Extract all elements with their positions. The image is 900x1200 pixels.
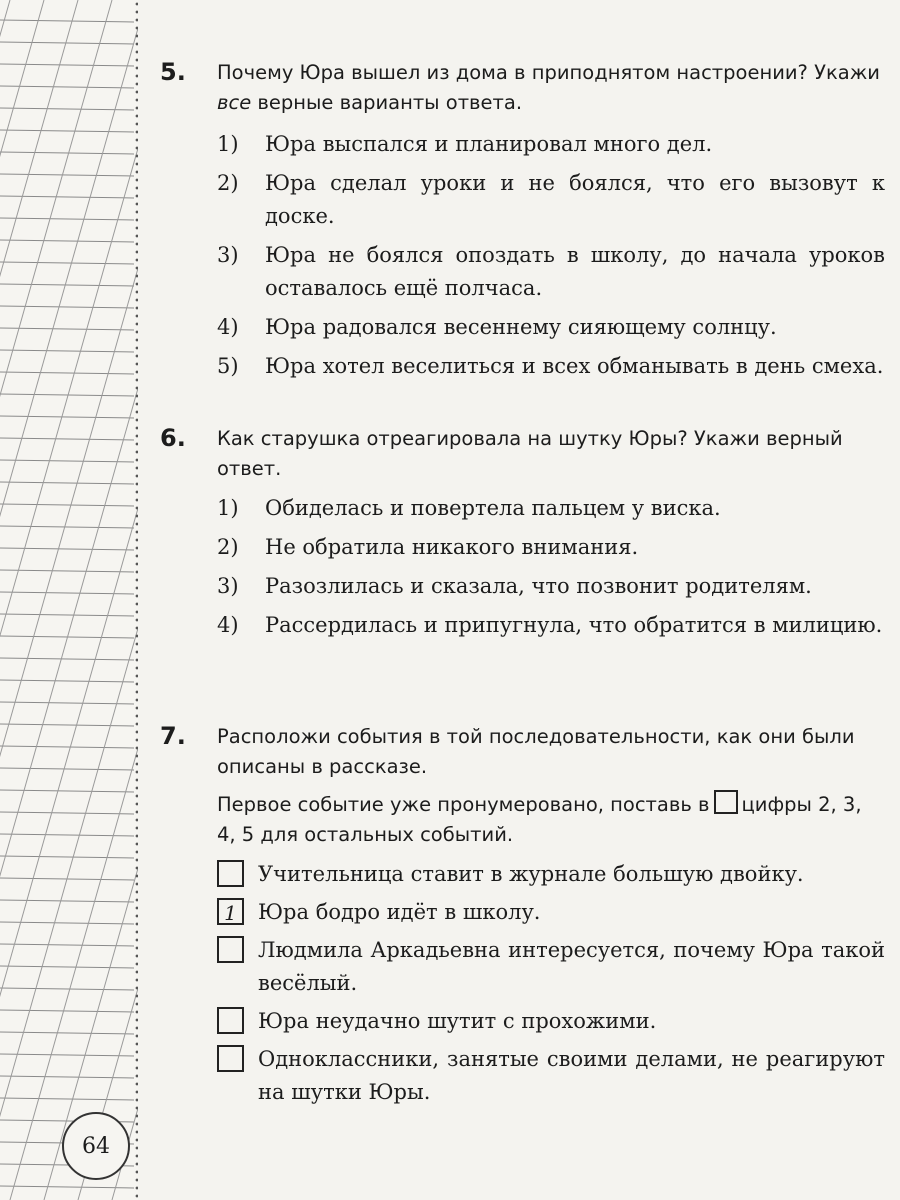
option-text: Юра хотел веселиться и всех обманывать в день смеха. bbox=[265, 354, 884, 378]
answer-option[interactable] bbox=[217, 311, 885, 344]
option-number: 2) bbox=[217, 171, 239, 195]
option-text: Обиделась и повертела пальцем у виска. bbox=[265, 496, 721, 520]
task-instruction bbox=[217, 790, 885, 850]
event-item bbox=[217, 1005, 885, 1038]
option-number: 1) bbox=[217, 496, 239, 520]
event-text: Юра неудачно шутит с прохожими. bbox=[258, 1009, 657, 1033]
task-5 bbox=[160, 58, 885, 383]
option-text: Юра радовался весеннему сияющему солнцу. bbox=[265, 315, 777, 339]
task-number: 6. bbox=[160, 424, 186, 452]
option-text: Разозлилась и сказала, что позвонит родителям. bbox=[265, 574, 812, 598]
event-text: Юра бодро идёт в школу. bbox=[258, 900, 541, 924]
event-text: Людмила Аркадьевна интересуется, почему Юра такой весёлый. bbox=[258, 938, 885, 995]
event-text: Одноклассники, занятые своими делами, не реагируют на шутки Юры. bbox=[258, 1047, 885, 1104]
task-6 bbox=[160, 424, 885, 642]
answer-options bbox=[217, 128, 885, 383]
answer-options bbox=[217, 492, 885, 642]
question-text: Почему Юра вышел из дома в приподнятом настроении? Укажи bbox=[217, 61, 880, 84]
order-box[interactable]: 1 bbox=[217, 898, 244, 925]
option-text: Юра сделал уроки и не боялся, что его вызовут к доске. bbox=[265, 171, 885, 228]
option-number: 1) bbox=[217, 132, 239, 156]
option-number: 4) bbox=[217, 315, 239, 339]
option-number: 2) bbox=[217, 535, 239, 559]
question-text-end: верные варианты ответа. bbox=[251, 91, 523, 114]
option-number: 5) bbox=[217, 354, 239, 378]
task-question bbox=[217, 58, 885, 118]
answer-option[interactable] bbox=[217, 570, 885, 603]
perforation-dots bbox=[134, 0, 138, 1200]
answer-option[interactable] bbox=[217, 609, 885, 642]
task-question: Как старушка отреагировала на шутку Юры? Укажи верный ответ. bbox=[217, 427, 843, 480]
option-text: Юра выспался и планировал много дел. bbox=[265, 132, 713, 156]
margin-ruling bbox=[0, 0, 138, 1200]
event-text: Учительница ставит в журнале большую двойку. bbox=[258, 862, 804, 886]
page-number: 64 bbox=[62, 1112, 130, 1180]
option-text: Юра не боялся опоздать в школу, до начала уроков оставалось ещё полчаса. bbox=[265, 243, 885, 300]
order-box[interactable] bbox=[217, 1045, 244, 1072]
answer-option[interactable] bbox=[217, 128, 885, 161]
answer-option[interactable] bbox=[217, 531, 885, 564]
event-item bbox=[217, 934, 885, 1000]
ruled-margin bbox=[0, 0, 138, 1200]
task-number: 5. bbox=[160, 58, 186, 86]
event-item bbox=[217, 896, 885, 929]
event-list bbox=[217, 858, 885, 1109]
answer-option[interactable] bbox=[217, 167, 885, 233]
task-question: Расположи события в той последовательности, как они были описаны в рассказе. bbox=[217, 725, 855, 778]
option-number: 3) bbox=[217, 243, 239, 267]
option-text: Не обратила никакого внимания. bbox=[265, 535, 639, 559]
answer-option[interactable] bbox=[217, 239, 885, 305]
question-emphasis: все bbox=[217, 91, 252, 114]
order-box[interactable] bbox=[217, 860, 244, 887]
task-number: 7. bbox=[160, 722, 186, 750]
instruction-text-end: цифры 2, 3, 4, 5 для остальных событий. bbox=[217, 793, 862, 846]
order-box[interactable] bbox=[217, 1007, 244, 1034]
answer-option[interactable] bbox=[217, 350, 885, 383]
empty-box-icon bbox=[714, 790, 738, 814]
order-box[interactable] bbox=[217, 936, 244, 963]
task-7 bbox=[160, 722, 885, 1109]
answer-option[interactable] bbox=[217, 492, 885, 525]
option-number: 4) bbox=[217, 613, 239, 637]
instruction-text: Первое событие уже пронумеровано, поставь в bbox=[217, 793, 710, 816]
option-number: 3) bbox=[217, 574, 239, 598]
event-item bbox=[217, 1043, 885, 1109]
option-text: Рассердилась и припугнула, что обратится в милицию. bbox=[265, 613, 883, 637]
event-item bbox=[217, 858, 885, 891]
